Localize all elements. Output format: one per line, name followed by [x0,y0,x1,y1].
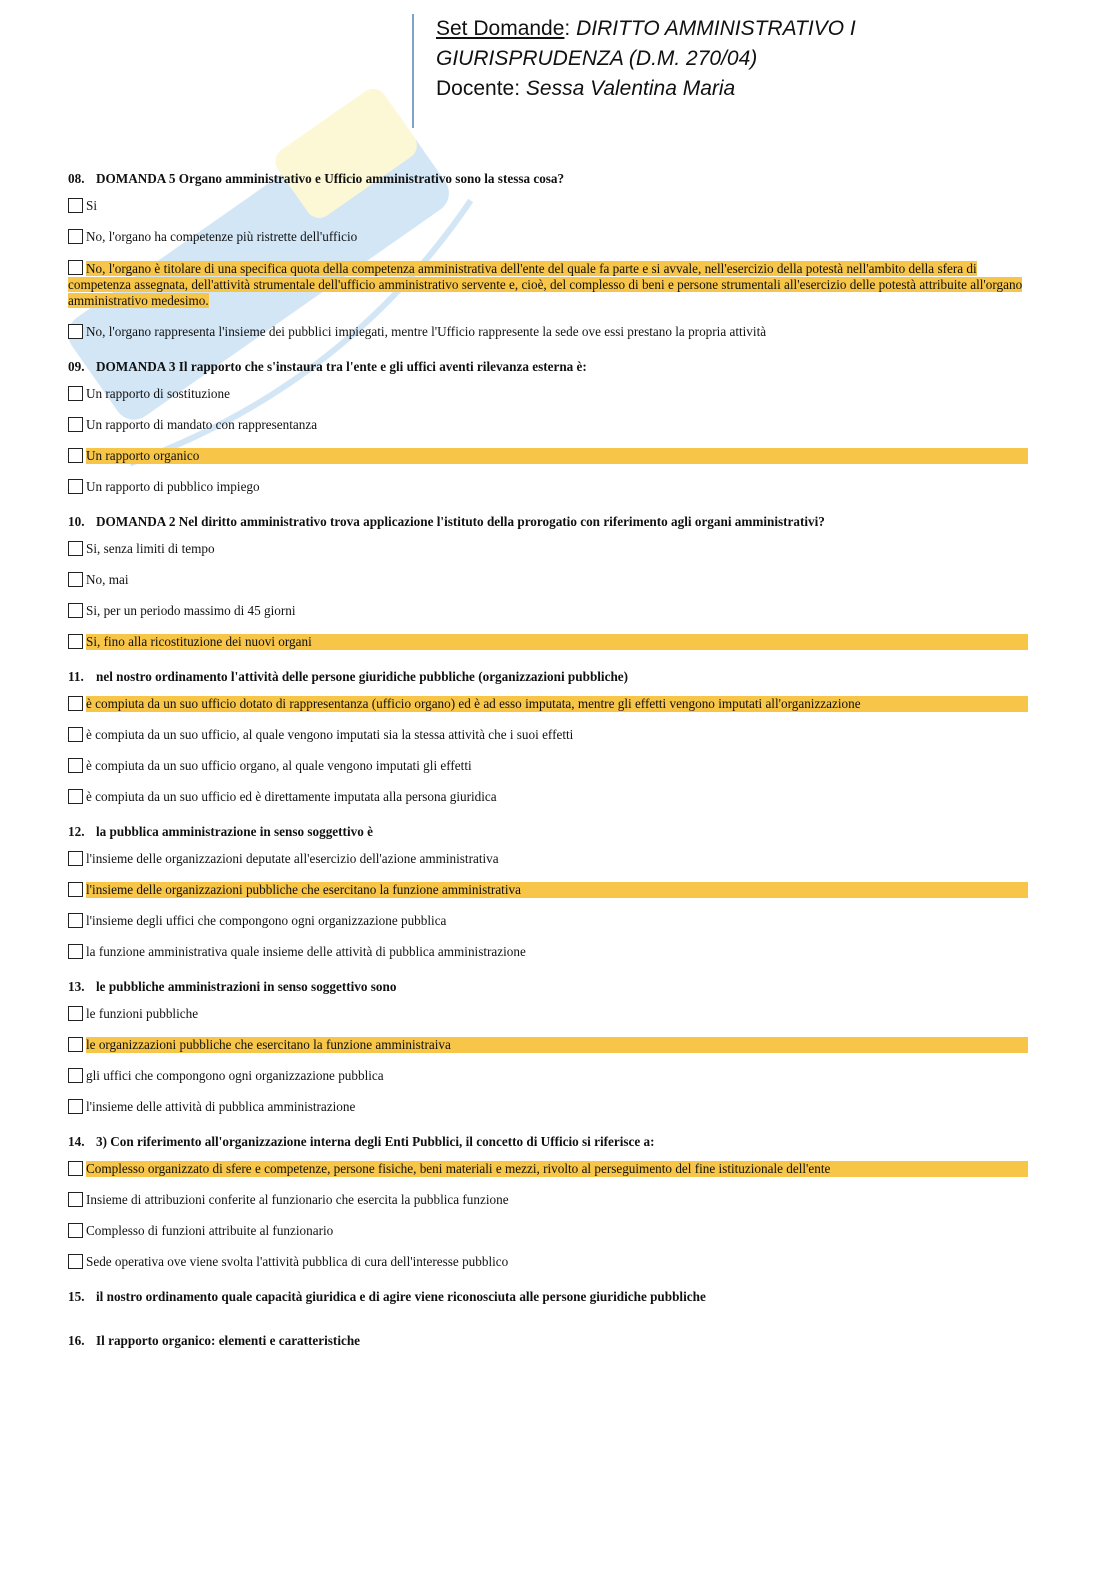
answer-text: è compiuta da un suo ufficio, al quale vengono imputati sia la stessa attività che i suoi effetti [86,727,574,742]
answer-text-highlighted: Un rapporto organico [86,448,1028,464]
checkbox[interactable] [68,1254,83,1269]
answer-option[interactable] [68,1254,1028,1270]
answer-text-highlighted: l'insieme delle organizzazioni pubbliche che esercitano la funzione amministrativa [86,882,1028,898]
document-header [412,14,1036,128]
checkbox[interactable] [68,229,83,244]
answer-text-highlighted: Complesso organizzato di sfere e competenze, persone fisiche, beni materiali e mezzi, rivolto al perseguimento del fine istituzionale dell'ente [86,1161,1028,1177]
answer-option[interactable] [68,1161,1028,1177]
answer-option[interactable] [68,479,1028,495]
answer-text: Si [86,198,97,213]
answer-option[interactable] [68,696,1028,712]
answer-text-highlighted: No, l'organo è titolare di una specifica quota della competenza amministrativa dell'ente del quale fa parte e si avvale, nell'esercizio della potestà nell'ambito della sfera di competenza assegnata, dell'attività strumentale dell'ufficio amministrativo servente e, cioè, del complesso di beni e persone strumentali all'esercizio delle potestà attribuite all'organo amministrativo medesimo. [68,261,1023,308]
question-number: 10. [68,514,85,529]
checkbox[interactable] [68,603,83,618]
checkbox[interactable] [68,541,83,556]
answer-text: No, l'organo rappresenta l'insieme dei pubblici impiegati, mentre l'Ufficio rappresente la sede ove essi prestano la propria attività [86,324,767,339]
set-colon: : [564,17,577,40]
question-block [68,668,1028,805]
checkbox[interactable] [68,1099,83,1114]
answer-text: Insieme di attribuzioni conferite al funzionario che esercita la pubblica funzione [86,1192,509,1207]
set-label: Set Domande [436,17,565,40]
checkbox[interactable] [68,260,83,275]
checkbox[interactable] [68,448,83,463]
question-number: 09. [68,359,85,374]
question-title [68,668,1028,686]
question-title [68,1332,1028,1350]
checkbox[interactable] [68,324,83,339]
answer-option[interactable] [68,1099,1028,1115]
course-line-2: GIURISPRUDENZA (D.M. 270/04) [436,47,758,70]
answer-option[interactable] [68,1068,1028,1084]
answer-text: No, mai [86,572,129,587]
docente-label: Docente: [436,77,526,100]
answer-text: Sede operativa ove viene svolta l'attività pubblica di cura dell'interesse pubblico [86,1254,509,1269]
question-block [68,978,1028,1115]
answer-option[interactable] [68,417,1028,433]
answer-text: è compiuta da un suo ufficio organo, al quale vengono imputati gli effetti [86,758,472,773]
checkbox[interactable] [68,696,83,711]
question-title [68,358,1028,376]
question-title [68,1288,1028,1306]
question-text: DOMANDA 5 Organo amministrativo e Ufficio amministrativo sono la stessa cosa? [96,171,565,186]
question-number: 13. [68,979,85,994]
checkbox[interactable] [68,913,83,928]
answer-text: Si, per un periodo massimo di 45 giorni [86,603,296,618]
answer-text-highlighted: è compiuta da un suo ufficio dotato di rappresentanza (ufficio organo) ed è ad esso imputata, mentre gli effetti vengono imputati all'organizzazione [86,696,1028,712]
answer-option[interactable] [68,913,1028,929]
answer-text: la funzione amministrativa quale insieme delle attività di pubblica amministrazione [86,944,526,959]
answer-text: gli uffici che compongono ogni organizzazione pubblica [86,1068,384,1083]
answer-text: Un rapporto di sostituzione [86,386,230,401]
answer-text: Complesso di funzioni attribuite al funzionario [86,1223,334,1238]
question-block [68,823,1028,960]
question-text: il nostro ordinamento quale capacità giuridica e di agire viene riconosciuta alle persone giuridiche pubbliche [96,1289,706,1304]
answer-option[interactable] [68,541,1028,557]
answer-option[interactable] [68,789,1028,805]
question-title [68,170,1028,188]
answer-option[interactable] [68,882,1028,898]
checkbox[interactable] [68,758,83,773]
question-number: 14. [68,1134,85,1149]
question-block [68,358,1028,495]
question-text: nel nostro ordinamento l'attività delle persone giuridiche pubbliche (organizzazioni pubbliche) [96,669,629,684]
answer-text: l'insieme degli uffici che compongono ogni organizzazione pubblica [86,913,447,928]
question-number: 08. [68,171,85,186]
question-block [68,1133,1028,1270]
answer-text: Si, senza limiti di tempo [86,541,215,556]
checkbox[interactable] [68,944,83,959]
checkbox[interactable] [68,1068,83,1083]
answer-option[interactable] [68,1037,1028,1053]
checkbox[interactable] [68,789,83,804]
answer-option[interactable] [68,572,1028,588]
answer-option[interactable] [68,1006,1028,1022]
checkbox[interactable] [68,851,83,866]
question-title [68,513,1028,531]
question-number: 15. [68,1289,85,1304]
question-block [68,1332,1028,1350]
question-text: 3) Con riferimento all'organizzazione interna degli Enti Pubblici, il concetto di Ufficio si riferisce a: [96,1134,655,1149]
checkbox[interactable] [68,634,83,649]
answer-option[interactable] [68,448,1028,464]
answer-text: le funzioni pubbliche [86,1006,199,1021]
docente-name: Sessa Valentina Maria [525,77,736,100]
checkbox[interactable] [68,727,83,742]
question-text: DOMANDA 2 Nel diritto amministrativo trova applicazione l'istituto della prorogatio con riferimento agli organi amministrativi? [96,514,825,529]
question-number: 16. [68,1333,85,1348]
checkbox[interactable] [68,417,83,432]
header-set-line [436,14,1036,44]
answer-option[interactable] [68,260,1028,309]
question-title [68,1133,1028,1151]
answer-option[interactable] [68,944,1028,960]
answer-option[interactable] [68,1192,1028,1208]
checkbox[interactable] [68,1192,83,1207]
question-list [68,170,1028,1376]
checkbox[interactable] [68,479,83,494]
header-docente-line [436,74,1036,104]
answer-text: Un rapporto di mandato con rappresentanza [86,417,318,432]
checkbox[interactable] [68,882,83,897]
question-text: le pubbliche amministrazioni in senso soggettivo sono [96,979,397,994]
checkbox[interactable] [68,1037,83,1052]
answer-option[interactable] [68,1223,1028,1239]
course-line-1: DIRITTO AMMINISTRATIVO I [576,17,856,40]
question-text: DOMANDA 3 Il rapporto che s'instaura tra l'ente e gli uffici aventi rilevanza esterna è: [96,359,587,374]
question-block [68,170,1028,340]
answer-text: è compiuta da un suo ufficio ed è direttamente imputata alla persona giuridica [86,789,497,804]
answer-option[interactable] [68,324,1028,340]
question-block [68,513,1028,650]
answer-text-highlighted: le organizzazioni pubbliche che esercitano la funzione amministraiva [86,1037,1028,1053]
question-title [68,978,1028,996]
answer-option[interactable] [68,634,1028,650]
checkbox[interactable] [68,572,83,587]
checkbox[interactable] [68,1006,83,1021]
answer-text: l'insieme delle attività di pubblica amministrazione [86,1099,356,1114]
checkbox[interactable] [68,1223,83,1238]
answer-option[interactable] [68,386,1028,402]
question-text: Il rapporto organico: elementi e caratteristiche [96,1333,361,1348]
answer-text: No, l'organo ha competenze più ristrette dell'ufficio [86,229,358,244]
question-number: 11. [68,669,84,684]
answer-option[interactable] [68,727,1028,743]
answer-option[interactable] [68,758,1028,774]
question-title [68,823,1028,841]
answer-option[interactable] [68,851,1028,867]
checkbox[interactable] [68,198,83,213]
answer-text-highlighted: Si, fino alla ricostituzione dei nuovi organi [86,634,1028,650]
question-text: la pubblica amministrazione in senso soggettivo è [96,824,373,839]
answer-option[interactable] [68,603,1028,619]
checkbox[interactable] [68,1161,83,1176]
answer-option[interactable] [68,198,1028,214]
answer-option[interactable] [68,229,1028,245]
answer-text: Un rapporto di pubblico impiego [86,479,260,494]
answer-text: l'insieme delle organizzazioni deputate all'esercizio dell'azione amministrativa [86,851,499,866]
question-block [68,1288,1028,1306]
question-number: 12. [68,824,85,839]
checkbox[interactable] [68,386,83,401]
